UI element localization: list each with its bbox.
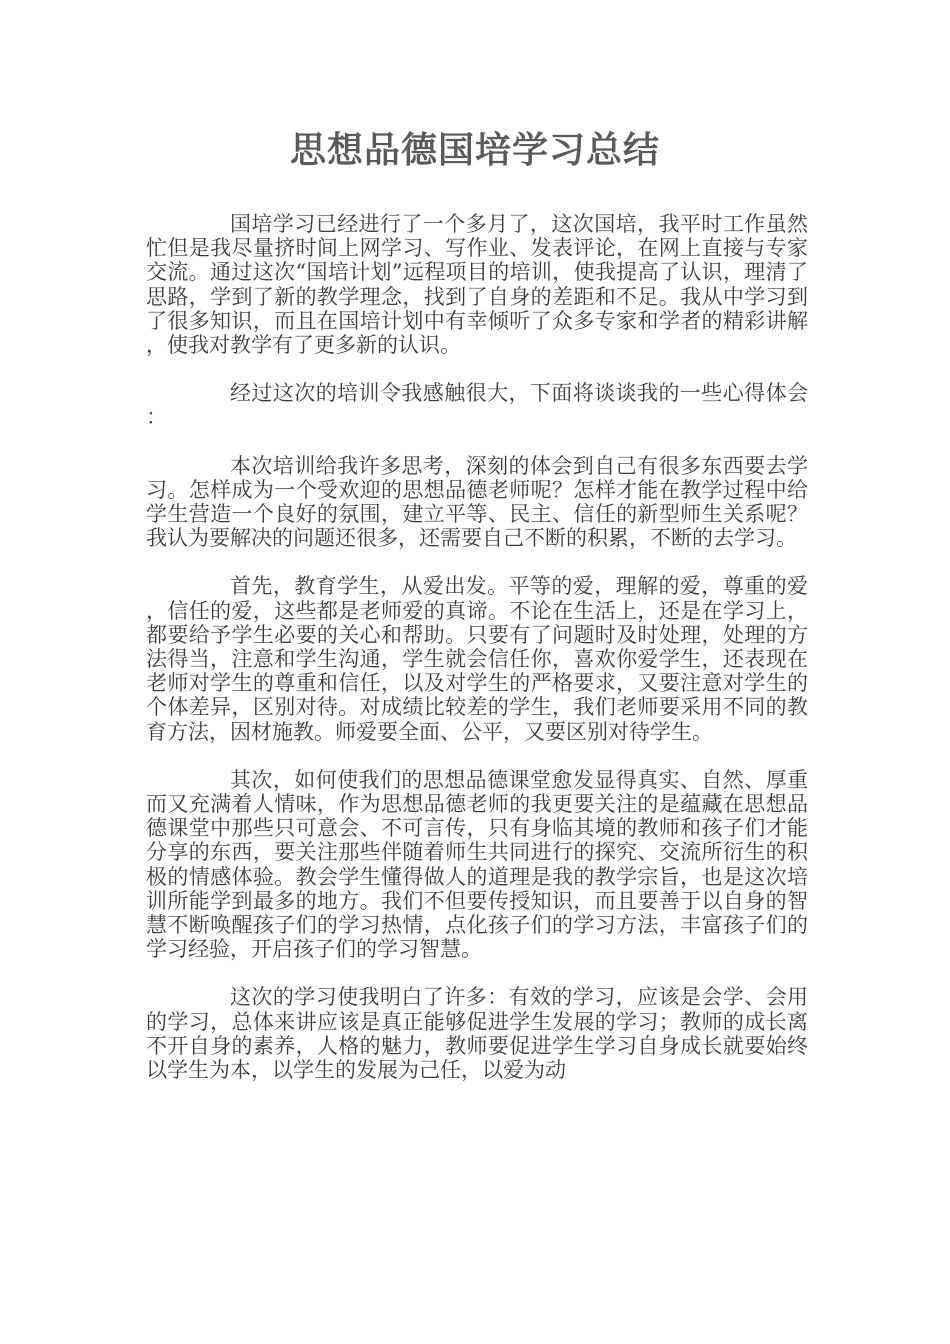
paragraph-1: 国培学习已经进行了一个多月了，这次国培，我平时工作虽然忙但是我尽量挤时间上网学习、写作业、发表评论，在网上直接与专家交流。通过这次“国培计划”远程项目的培训，使我提高了认识，理清了思路，学到了新的教学理念，找到了自身的差距和不足。我从中学习到了很多知识，而且在国培计划中有幸倾听了众多专家和学者的精彩讲解，使我对教学有了更多新的认识。 [146, 212, 808, 358]
paragraph-3: 本次培训给我许多思考，深刻的体会到自己有很多东西要去学习。怎样成为一个受欢迎的思想品德老师呢？怎样才能在教学过程中给学生营造一个良好的氛围，建立平等、民主、信任的新型师生关系呢？我认为要解决的问题还很多，还需要自己不断的积累，不断的去学习。 [146, 453, 808, 551]
paragraph-6: 这次的学习使我明白了许多：有效的学习，应该是会学、会用的学习，总体来讲应该是真正能够促进学生发展的学习；教师的成长离不开自身的素养，人格的魅力，教师要促进学生学习自身成长就要始终以学生为本，以学生的发展为己任，以爱为动 [146, 985, 808, 1083]
document-body [146, 212, 808, 1106]
paragraph-4: 首先，教育学生，从爱出发。平等的爱，理解的爱，尊重的爱，信任的爱，这些都是老师爱的真谛。不论在生活上，还是在学习上，都要给予学生必要的关心和帮助。只要有了问题时及时处理，处理的方法得当，注意和学生沟通，学生就会信任你，喜欢你爱学生，还表现在老师对学生的尊重和信任，以及对学生的严格要求，又要注意对学生的个体差异，区别对待。对成绩比较差的学生，我们老师要采用不同的教育方法，因材施教。师爱要全面、公平，又要区别对待学生。 [146, 574, 808, 744]
document-title: 思想品德国培学习总结 [289, 129, 660, 171]
paragraph-2: 经过这次的培训令我感触很大，下面将谈谈我的一些心得体会： [146, 381, 808, 430]
paragraph-5: 其次，如何使我们的思想品德课堂愈发显得真实、自然、厚重而又充满着人情味，作为思想品德老师的我更要关注的是蕴藏在思想品德课堂中那些只可意会、不可言传，只有身临其境的教师和孩子们才能分享的东西，要关注那些伴随着师生共同进行的探究、交流所衍生的积极的情感体验。教会学生懂得做人的道理是我的教学宗旨，也是这次培训所能学到最多的地方。我们不但要传授知识，而且要善于以自身的智慧不断唤醒孩子们的学习热情，点化孩子们的学习方法，丰富孩子们的学习经验，开启孩子们的学习智慧。 [146, 767, 808, 962]
